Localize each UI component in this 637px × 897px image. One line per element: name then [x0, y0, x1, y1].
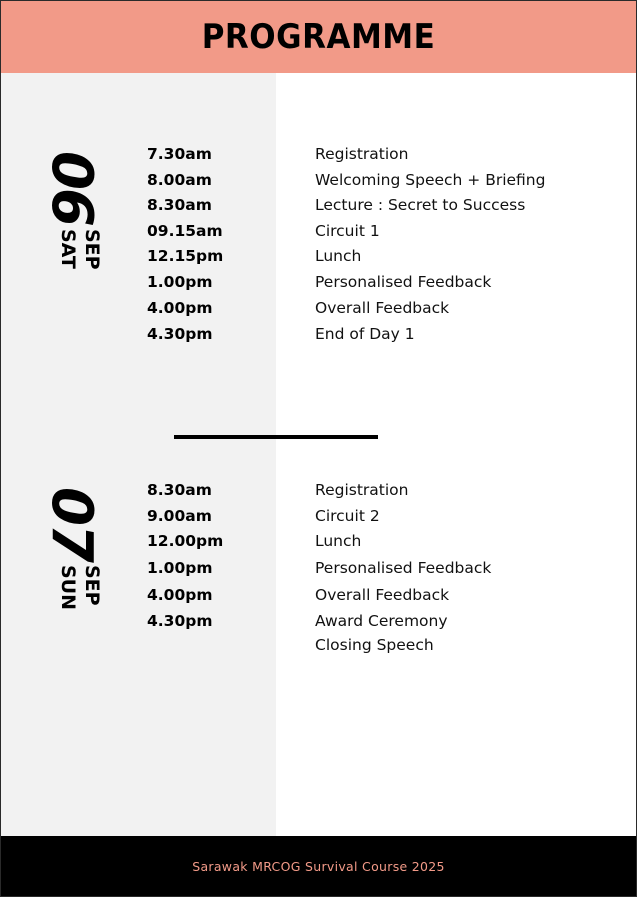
schedule-event: Closing Speech [315, 636, 434, 654]
schedule-event: Lecture : Secret to Success [315, 196, 526, 214]
schedule-event: Welcoming Speech + Briefing [315, 170, 546, 189]
schedule-row [147, 586, 607, 608]
schedule-row [147, 247, 607, 269]
schedule-row [147, 273, 607, 295]
schedule-row [147, 612, 607, 634]
schedule-time: 1.00pm [147, 559, 213, 577]
schedule-event: Lunch [315, 532, 362, 550]
day-1-date [39, 151, 103, 301]
schedule-event: Overall Feedback [315, 586, 450, 604]
schedule-time: 4.00pm [147, 586, 213, 604]
day-2-date [39, 487, 103, 637]
schedule-row [147, 222, 607, 244]
schedule-time: 8.00am [147, 170, 212, 189]
footer-bar [1, 836, 636, 896]
schedule-row [147, 196, 607, 218]
day-1-weekday: SAT [57, 229, 79, 269]
page-title: PROGRAMME [201, 17, 436, 57]
schedule-time: 4.30pm [147, 612, 213, 630]
schedule-event: Personalised Feedback [315, 273, 492, 291]
schedule-time: 12.15pm [147, 247, 224, 265]
day-2-number: 07 [39, 487, 104, 561]
schedule-row [147, 559, 607, 581]
schedule-row [147, 636, 607, 658]
schedule-event: End of Day 1 [315, 324, 415, 343]
schedule-event: Circuit 1 [315, 221, 380, 240]
schedule-time: 4.00pm [147, 299, 213, 317]
header-bar [1, 1, 636, 73]
schedule-time: 12.00pm [147, 532, 224, 550]
schedule-row [147, 145, 607, 167]
schedule-event: Personalised Feedback [315, 559, 492, 577]
schedule-row [147, 481, 607, 503]
day-1-number: 06 [39, 151, 104, 225]
day-2-month: SEP [81, 565, 103, 606]
schedule-row [147, 325, 607, 347]
schedule-row [147, 171, 607, 193]
schedule-event: Registration [315, 481, 409, 499]
footer-text: Sarawak MRCOG Survival Course 2025 [192, 858, 445, 874]
schedule-time: 1.00pm [147, 273, 213, 291]
schedule-time: 9.00am [147, 506, 212, 525]
schedule-time: 4.30pm [147, 324, 213, 343]
day-1-month: SEP [81, 229, 103, 270]
schedule-row [147, 532, 607, 554]
schedule-time: 7.30am [147, 145, 212, 163]
schedule-event: Lunch [315, 247, 362, 265]
schedule-event: Overall Feedback [315, 299, 450, 317]
schedule-row [147, 507, 607, 529]
schedule-row [147, 299, 607, 321]
day-2-weekday: SUN [57, 565, 79, 611]
section-divider [174, 435, 378, 439]
schedule-time: 8.30am [147, 196, 212, 214]
schedule-time: 09.15am [147, 221, 223, 240]
schedule-event: Circuit 2 [315, 506, 380, 525]
schedule-time: 8.30am [147, 481, 212, 499]
schedule-event: Award Ceremony [315, 612, 448, 630]
schedule-event: Registration [315, 145, 409, 163]
